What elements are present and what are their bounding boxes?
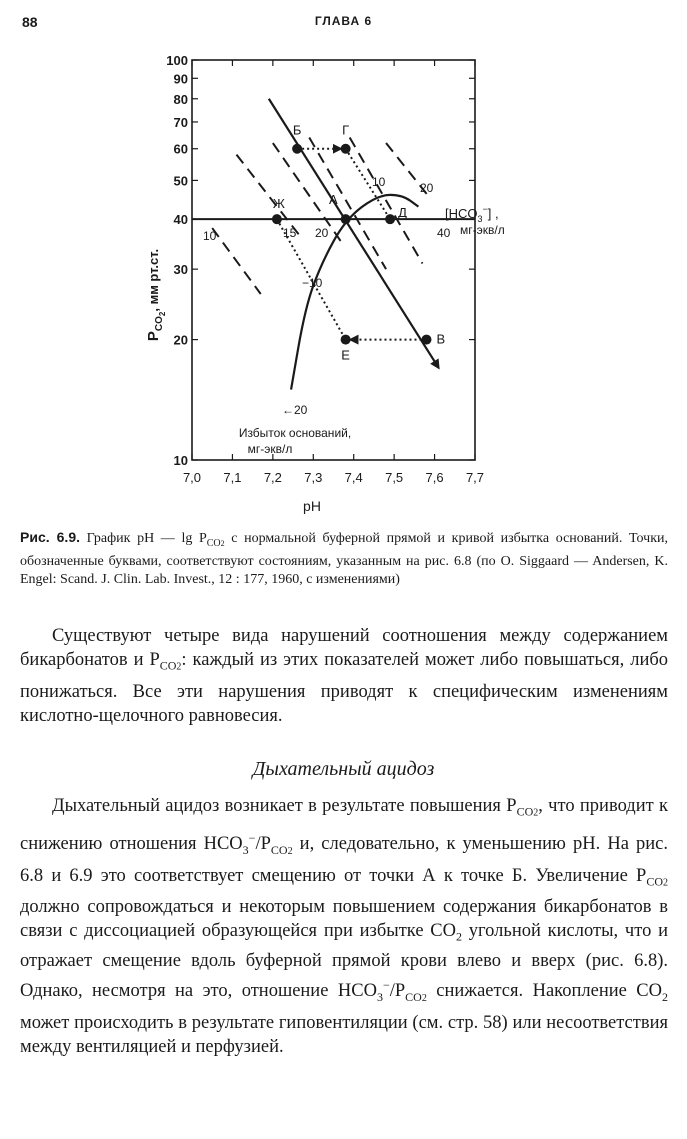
x-tick-label: 7,0 xyxy=(182,470,202,485)
point-label-0: А xyxy=(328,192,338,208)
isobicarbonate-line-3 xyxy=(309,138,386,270)
point-label-1: Б xyxy=(292,122,302,138)
be-label-minus20: ←20 xyxy=(282,403,308,417)
iso-label-10: 10 xyxy=(203,229,217,243)
ph-pco2-chart xyxy=(130,50,530,520)
y-tick-label: 100 xyxy=(166,53,188,68)
x-axis-label: pH xyxy=(303,498,321,514)
point-4 xyxy=(385,214,395,224)
y-tick-label: 70 xyxy=(173,114,188,130)
isobicarbonate-line-0 xyxy=(212,228,261,294)
be-label-10: 10 xyxy=(372,175,386,189)
figure-caption: Рис. 6.9. График pH — $\lg P_{CO2}$ с нормальной буферной прямой и кривой избытка оснований. Точки, обозначенные буквами, соответствуют состояниям, указанным на рис. 6.8 (по O. Siggaard — Andersen, K. Engel: Scand. J. Clin. Lab. Invest., 12 : 177, 1960, с изменениями) xyxy=(20,529,669,587)
y-tick-label: 10 xyxy=(173,453,188,468)
base-excess-title: Избыток оснований, xyxy=(238,426,352,440)
y-axis-label: $P_{CO2}$, мм рт.ст. xyxy=(145,248,167,342)
y-tick-label: 30 xyxy=(173,262,188,278)
x-tick-label: 7,7 xyxy=(465,470,485,485)
point-5 xyxy=(341,335,351,345)
x-tick-label: 7,2 xyxy=(263,470,282,485)
x-tick-label: 7,3 xyxy=(304,470,323,485)
y-tick-label: 50 xyxy=(173,173,188,189)
iso-label-40: 40 xyxy=(437,226,451,240)
point-1 xyxy=(292,144,302,154)
plot-frame xyxy=(192,60,475,460)
page-header xyxy=(22,14,665,36)
hco3-units: мг-экв/л xyxy=(460,223,505,237)
caption-text-2: с нормальной буферной прямой и кривой избытка оснований. Точки, обозначенные буквами, соответствуют состояниям, указанным на рис. 6.8 (по O. Siggaard — Andersen, K. Engel: Scand. J. Clin. Lab. Invest., 12 : 177, 1960, с изменениями) xyxy=(20,531,669,587)
paragraph-2: Дыхательный ацидоз возникает в результате повышения $P_{CO2}$, что приводит к снижению отношения $HCO_3^-/P_{CO2}$ и, следовательно, к уменьшению pH. На рис. 6.8 и 6.9 это соответствует смещению от точки А к точке Б. Увеличение $P_{CO2}$ должно сопровождаться и некоторым повышением содержания бикарбонатов в связи с диссоциацией образующейся при избытке $CO_2$ угольной кислоты, что и отражает смещение вдоль буферной прямой крови влево и вверх (рис. 6.8). Однако, несмотря на это, отношение $HCO_3^-/P_{CO2}$ снижается. Накопление $CO_2$ может происходить в результате гиповентиляции (см. стр. 58) или несоответствия между вентиляцией и перфузией. xyxy=(20,796,668,1057)
point-label-6: Ж xyxy=(272,196,285,212)
iso-label-15: 15 xyxy=(283,226,297,240)
hco3-label: $[HCO_3^-]$ , xyxy=(445,204,499,224)
x-tick-label: 7,1 xyxy=(223,470,242,485)
y-tick-label: 40 xyxy=(173,212,188,228)
point-label-2: В xyxy=(436,331,446,347)
y-tick-label: 80 xyxy=(173,91,188,107)
iso-label-20: 20 xyxy=(315,226,329,240)
be-label-minus10: −10 xyxy=(302,276,323,290)
y-tick-label: 90 xyxy=(173,71,188,87)
x-tick-label: 7,4 xyxy=(344,470,363,485)
page-number: 88 xyxy=(22,14,38,30)
point-label-4: Д xyxy=(398,205,407,221)
point-2 xyxy=(421,335,431,345)
be-label-20: 20 xyxy=(420,181,434,195)
point-3 xyxy=(341,144,351,154)
point-label-5: Е xyxy=(341,347,350,363)
figure-label: Рис. 6.9. xyxy=(20,529,80,545)
point-6 xyxy=(272,214,282,224)
section-title: Дыхательный ацидоз xyxy=(252,758,435,780)
running-head: ГЛАВА 6 xyxy=(314,14,373,28)
x-tick-label: 7,5 xyxy=(385,470,404,485)
paragraph-1: Существуют четыре вида нарушений соотношения между содержанием бикарбонатов и $P_{CO2}$: каждый из этих показателей может либо повышаться, либо понижаться. Все эти нарушения приводят к специфическим изменениям кислотно-щелочного равновесия. xyxy=(20,626,669,726)
y-tick-label: 60 xyxy=(173,141,188,157)
point-label-3: Г xyxy=(342,122,350,138)
x-tick-label: 7,6 xyxy=(425,470,444,485)
point-0 xyxy=(341,214,351,224)
caption-text-1: График pH — lg P xyxy=(86,531,207,546)
base-excess-units: мг-экв/л xyxy=(247,442,293,456)
y-tick-label: 20 xyxy=(173,332,188,348)
